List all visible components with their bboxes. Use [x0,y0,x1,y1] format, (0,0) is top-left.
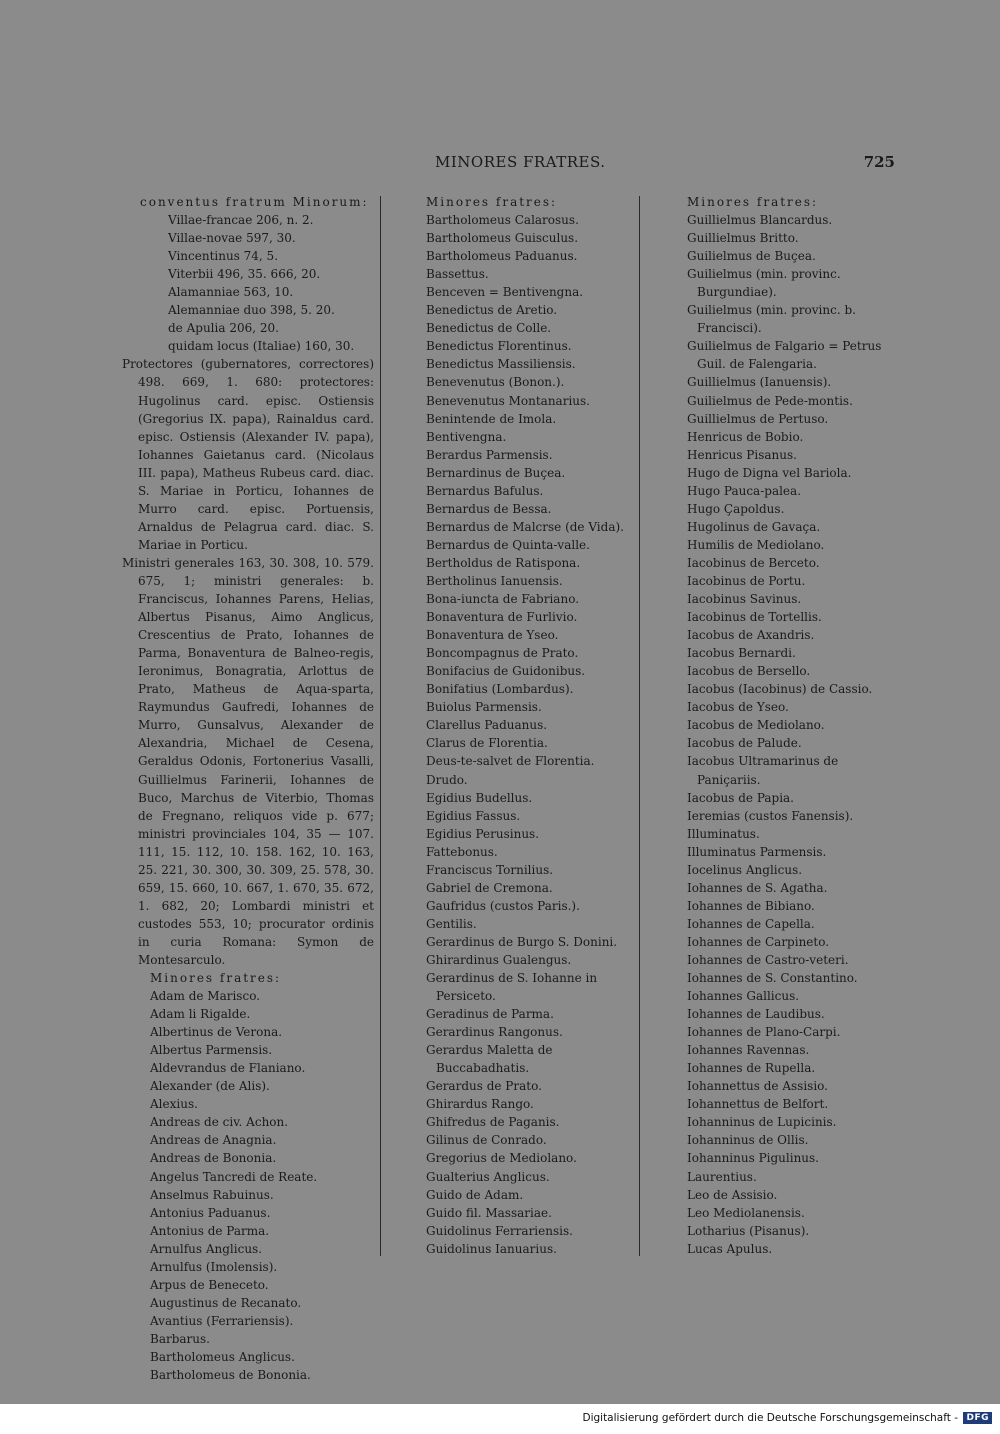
fratres-list [414,211,632,1258]
index-entry: Bona-iuncta de Fabriano. [426,592,580,607]
index-entry: Albertus Parmensis. [150,1043,273,1058]
index-entry: Iacobus Bernardi. [687,646,796,661]
index-entry: Hugolinus de Gavaça. [687,519,821,534]
index-entry: Bertholdus de Ratispona. [426,555,581,570]
index-entry: Benedictus Massiliensis. [426,357,576,372]
index-entry: Gregorius de Mediolano. [426,1151,577,1166]
index-entry: Anselmus Rabuinus. [150,1187,274,1202]
column-divider [380,196,381,1256]
index-entry: Antonius Paduanus. [150,1205,271,1220]
index-entry: Arnulfus Anglicus. [150,1241,263,1256]
index-entry: Iohanninus de Lupicinis. [687,1115,837,1130]
index-entry: Berardus Parmensis. [426,447,553,462]
index-entry: Benedictus de Aretio. [426,303,558,318]
index-entry: Benevenutus (Bonon.). [426,375,565,390]
index-entry: Guillielmus Britto. [687,231,799,246]
index-entry: Iohannes de S. Constantino. [687,971,858,986]
index-entry: Bernardus de Malcrse (de Vida). [426,519,624,534]
index-entry: Gabriel de Cremona. [426,880,553,895]
fratres-list [122,987,374,1384]
index-entry: Egidius Perusinus. [426,826,540,841]
index-entry: Bonaventura de Yseo. [426,628,559,643]
index-entry: Hugo Çapoldus. [687,501,785,516]
index-entry: Bartholomeus Anglicus. [150,1350,295,1364]
index-entry: Adam de Marisco. [150,989,261,1004]
index-entry: Benceven = Bentivengna. [426,285,584,300]
index-entry: Franciscus Tornilius. [426,862,554,877]
index-entry: Gerardinus Rangonus. [426,1025,563,1040]
index-entry: Iohannes de Laudibus. [687,1007,825,1022]
index-entry: Guidolinus Ianuarius. [426,1241,557,1256]
index-entry: Iacobus Ultramarinus de Paniçariis. [687,754,839,787]
index-entry: Guilielmus (min. provinc. Burgundiae). [687,267,841,300]
index-entry: Benevenutus Montanarius. [426,393,590,408]
index-entry: Lotharius (Pisanus). [687,1223,810,1238]
index-entry: Benintende de Imola. [426,411,557,426]
index-entry: Iohannes de Carpineto. [687,934,830,949]
index-entry: Bertholinus Ianuensis. [426,573,563,588]
fratres-list [675,211,895,1258]
index-entry: Bonifacius de Guidonibus. [426,664,586,679]
index-entry: Iacobus de Axandris. [687,628,815,643]
index-entry: Gerardinus de S. Iohanne in Persiceto. [426,971,598,1004]
column-header: Minores fratres: [426,195,558,209]
index-entry: Hugo de Digna vel Bariola. [687,465,852,480]
index-entry: Iacobinus de Tortellis. [687,610,822,625]
index-entry: Guilielmus de Falgario = Petrus Guil. de Falengaria. [687,339,882,372]
page-title: MINORES FRATRES. [435,153,606,171]
index-entry: Bernardus de Bessa. [426,501,552,516]
index-entry: Andreas de Anagnia. [150,1133,277,1148]
index-entry: Bartholomeus de Bononia. [150,1368,311,1383]
index-entry: Leo de Assisio. [687,1187,778,1202]
index-entry: Guillielmus Blancardus. [687,213,833,228]
index-entry: Iohannes Gallicus. [687,989,800,1004]
index-entry: Avantius (Ferrariensis). [150,1313,294,1328]
index-entry: Leo Mediolanensis. [687,1205,805,1220]
ministri-entry: Ministri generales 163, 30. 308, 10. 579. 675, 1; ministri generales: b. Franciscus, Iohannes Parens, Helias, Albertus Pisanus, Aimo Anglicus, Crescentius de Prato, Iohannes de Parma, Bonaventura de Balneo-regis, Ieronimus, Bonagratia, Arlottus de Prato, Matheus de Aqua-sparta, Raymundus Gaufredi, Iohannes de Murro, Gunsalvus, Alexander de Alexandria, Michael de Cesena, Geraldus Odonis, Fortonerius Vasalli, Guillielmus Farinerii, Iohannes de Buco, Marchus de Viterbio, Thomas de Fregnano, reliquos vide p. 677; ministri provinciales 104, 35 — 107. 111, 15. 112, 10. 158. 162, 10. 163, 25. 221, 30. 300, 30. 309, 25. 578, 30. 659, 15. 660, 10. 667, 1. 670, 35. 672, 1. 682, 20; Lombardi ministri et custodes 553, 10; procurator ordinis in curia Romana: Symon de Montesarculo. [122,555,374,967]
index-entry: Henricus Pisanus. [687,447,797,462]
index-entry: Geradinus de Parma. [426,1007,554,1022]
page-number: 725 [863,153,895,171]
index-entry: Bartholomeus Guisculus. [426,231,579,246]
index-entry: Augustinus de Recanato. [150,1295,302,1310]
index-entry: Arnulfus (Imolensis). [150,1259,278,1274]
index-entry: Guido fil. Massariae. [426,1205,552,1220]
index-column-2 [414,193,632,1258]
column-divider [639,196,640,1256]
index-entry: Henricus de Bobio. [687,429,804,444]
index-entry: Iohannes de Plano-Carpi. [687,1025,841,1040]
index-entry: Benedictus Florentinus. [426,339,572,354]
index-entry: Iohannettus de Assisio. [687,1079,828,1094]
index-entry: Clarellus Paduanus. [426,718,548,733]
index-entry: Ghirardus Rango. [426,1097,534,1112]
index-entry: Iacobinus de Portu. [687,573,806,588]
fratres-header: Minores fratres: [150,971,282,986]
index-entry: Alemanniae duo 398, 5. 20. [168,303,335,318]
index-entry: Iohannettus de Belfort. [687,1097,829,1112]
index-entry: Buiolus Parmensis. [426,700,542,715]
index-entry: Gerardus de Prato. [426,1079,542,1094]
index-entry: Illuminatus Parmensis. [687,844,827,859]
index-entry: Alexius. [150,1097,198,1112]
index-entry: Benedictus de Colle. [426,321,552,336]
index-entry: Guilielmus de Pede-montis. [687,393,853,408]
index-entry: Gilinus de Conrado. [426,1133,547,1148]
index-entry: Alexander (de Alis). [150,1079,270,1094]
index-entry: Bonifatius (Lombardus). [426,682,574,697]
funding-notice: Digitalisierung gefördert durch die Deutsche Forschungsgemeinschaft - [582,1412,958,1424]
index-entry: Iohanninus de Ollis. [687,1133,809,1148]
index-entry: Deus-te-salvet de Florentia. [426,754,595,769]
index-entry: Iohannes de Rupella. [687,1061,816,1076]
index-entry: Iohannes de Bibiano. [687,898,815,913]
index-entry: Boncompagnus de Prato. [426,646,579,661]
index-entry: Arpus de Beneceto. [150,1277,269,1292]
index-entry: Bartholomeus Paduanus. [426,249,578,264]
index-entry: Egidius Fassus. [426,808,521,823]
index-entry: Iohannes Ravennas. [687,1043,810,1058]
index-entry: Bernardus Bafulus. [426,483,544,498]
index-entry: Bernardus de Quinta-valle. [426,537,590,552]
index-entry: Villae-francae 206, n. 2. [168,213,314,228]
index-entry: Ieremias (custos Fanensis). [687,808,854,823]
index-entry: de Apulia 206, 20. [168,321,279,336]
index-entry: Illuminatus. [687,826,760,841]
index-entry: Lucas Apulus. [687,1241,773,1256]
index-entry: Guilielmus (min. provinc. b. Francisci). [687,303,856,336]
index-entry: Iohannes de Castro-veteri. [687,952,849,967]
index-entry: Clarus de Florentia. [426,736,548,751]
index-entry: Bonaventura de Furlivio. [426,610,578,625]
index-entry: Ghirardinus Gualengus. [426,952,572,967]
index-entry: Iohannes de Capella. [687,916,815,931]
index-entry: Iacobinus Savinus. [687,592,802,607]
index-entry: Fattebonus. [426,844,498,859]
index-entry: Drudo. [426,772,468,787]
index-entry: Albertinus de Verona. [150,1025,283,1040]
index-entry: Gualterius Anglicus. [426,1169,550,1184]
conventus-list [122,211,374,355]
index-entry: quidam locus (Italiae) 160, 30. [168,339,355,354]
index-entry: Angelus Tancredi de Reate. [150,1169,318,1184]
index-entry: Guillielmus de Pertuso. [687,411,829,426]
index-entry: Gerardinus de Burgo S. Donini. [426,934,618,949]
index-entry: Iacobus de Mediolano. [687,718,825,733]
index-entry: Iacobus de Bersello. [687,664,811,679]
index-entry: Vincentinus 74, 5. [168,249,279,264]
index-entry: Guillielmus (Ianuensis). [687,375,832,390]
dfg-logo: DFG [963,1412,992,1424]
index-entry: Adam li Rigalde. [150,1007,251,1022]
index-entry: Viterbii 496, 35. 666, 20. [168,267,321,282]
index-entry: Iacobinus de Berceto. [687,555,820,570]
index-entry: Guilielmus de Buçea. [687,249,816,264]
index-entry: Iacobus de Palude. [687,736,802,751]
index-entry: Barbarus. [150,1331,210,1346]
index-entry: Iacobus de Yseo. [687,700,789,715]
index-entry: Hugo Pauca-palea. [687,483,802,498]
footer-bar [0,1404,1000,1434]
index-entry: Iohanninus Pigulinus. [687,1151,819,1166]
index-entry: Gerardus Maletta de Buccabadhatis. [426,1043,553,1076]
index-entry: Bentivengna. [426,429,507,444]
index-entry: Andreas de civ. Achon. [150,1115,289,1130]
index-column-1 [122,193,374,1384]
index-entry: Bernardinus de Buçea. [426,465,566,480]
index-entry: Guidolinus Ferrariensis. [426,1223,573,1238]
column-header: Minores fratres: [687,195,819,209]
index-entry: Gentilis. [426,916,477,931]
protectores-entry: Protectores (gubernatores, correctores) 498. 669, 1. 680: protectores: Hugolinus card. episc. Ostiensis (Gregorius IX. papa), Rainaldus card. episc. Ostiensis (Alexander IV. papa), Iohannes Gaietanus card. (Nicolaus III. papa), Matheus Rubeus card. diac. S. Mariae in Porticu, Iohannes de Murro card. episc. Portuensis, Arnaldus de Pelagrua card. diac. S. Mariae in Porticu. [122,357,374,552]
index-entry: Villae-novae 597, 30. [168,231,296,246]
index-entry: Bassettus. [426,267,489,282]
index-entry: Alamanniae 563, 10. [168,285,294,300]
index-entry: Aldevrandus de Flaniano. [150,1061,306,1076]
index-entry: Andreas de Bononia. [150,1151,277,1166]
index-entry: Ghifredus de Paganis. [426,1115,560,1130]
index-entry: Laurentius. [687,1169,757,1184]
index-entry: Humilis de Mediolano. [687,537,825,552]
index-entry: Guido de Adam. [426,1187,524,1202]
index-entry: Iacobus (Iacobinus) de Cassio. [687,682,873,697]
index-entry: Gaufridus (custos Paris.). [426,898,580,913]
conventus-header: conventus fratrum Minorum: [140,195,369,209]
index-entry: Iacobus de Papia. [687,790,794,805]
index-column-3 [675,193,895,1258]
index-entry: Bartholomeus Calarosus. [426,213,579,228]
index-entry: Iohannes de S. Agatha. [687,880,828,895]
index-entry: Antonius de Parma. [150,1223,270,1238]
index-entry: Egidius Budellus. [426,790,533,805]
index-entry: Iocelinus Anglicus. [687,862,803,877]
